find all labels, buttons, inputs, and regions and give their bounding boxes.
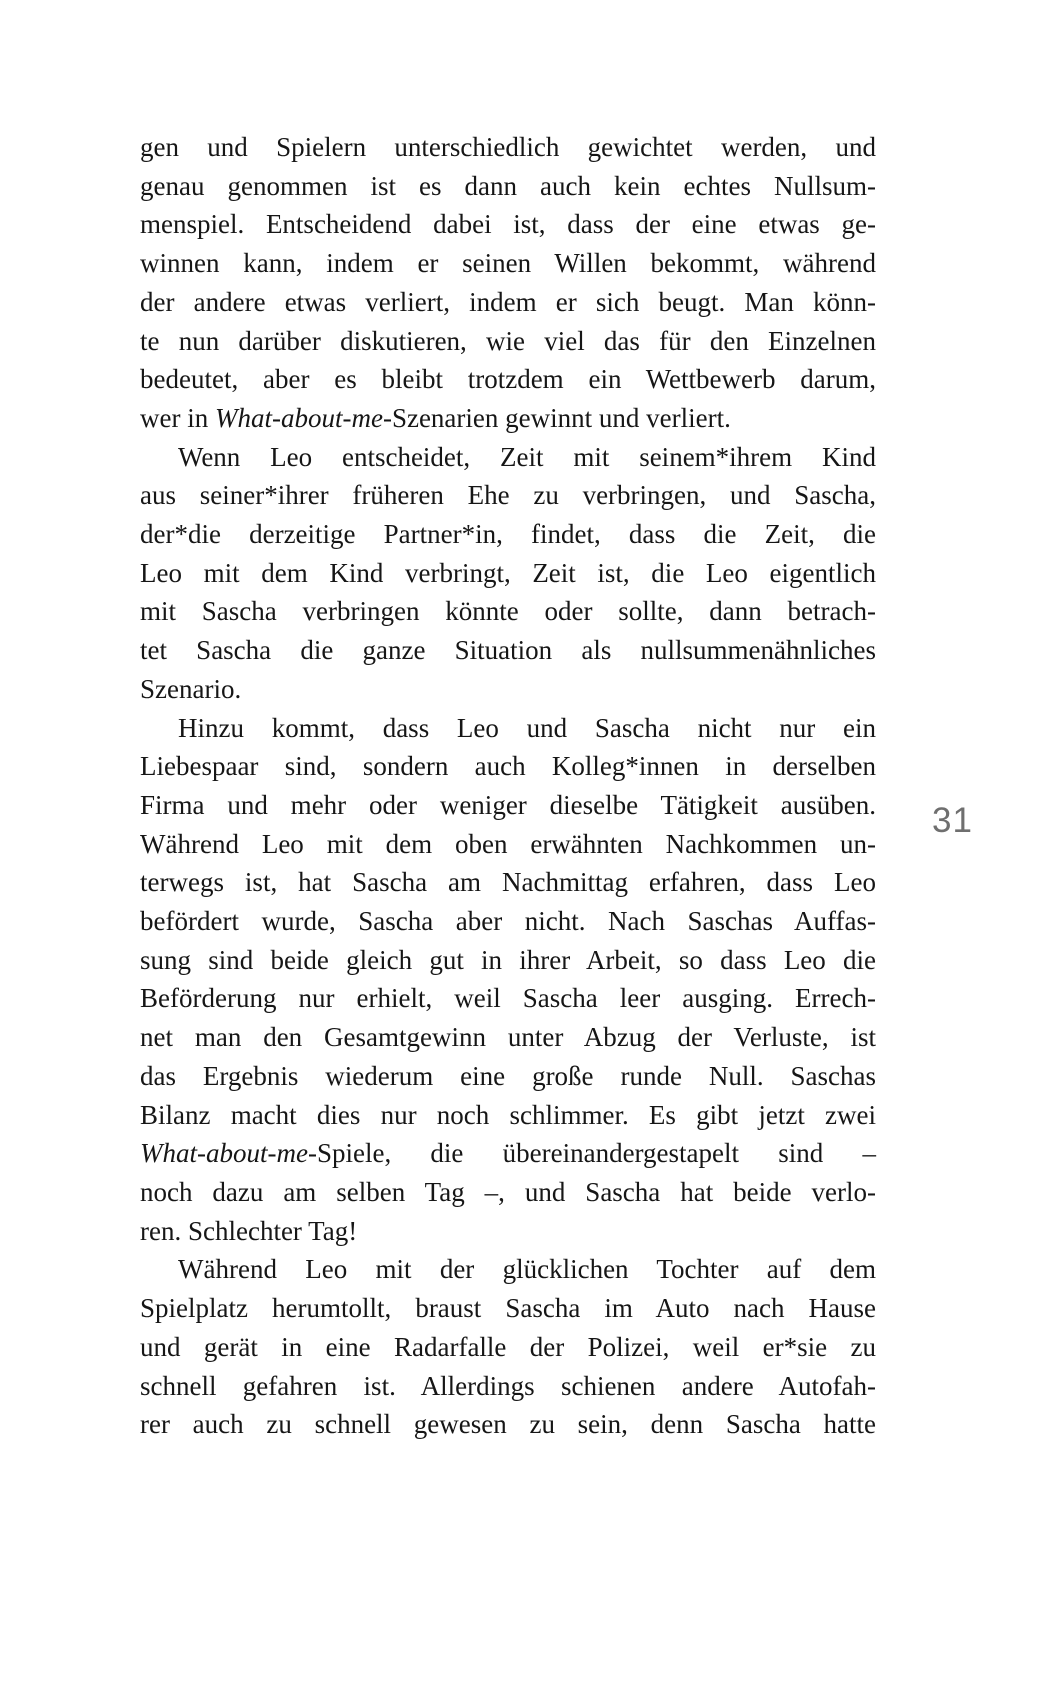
text-line [140,1405,876,1444]
text-line [140,205,876,244]
text-segment: Spiele, die übereinandergestapelt sind – [316,1138,876,1169]
text-line [140,670,876,709]
italic-text-segment: What-about-me- [140,1138,317,1169]
text-segment: der*die derzeitige Partner*in, findet, dass die Zeit, die [140,519,876,550]
text-line [140,1018,876,1057]
text-line [140,825,876,864]
text-segment: der andere etwas verliert, indem er sich beugt. Man könn- [140,286,876,317]
text-line [140,1173,876,1212]
text-segment: Hinzu kommt, dass Leo und Sascha nicht nur ein [178,712,876,743]
text-segment: Beförderung nur erhielt, weil Sascha leer ausging. Errech- [140,983,876,1014]
text-segment: aus seiner*ihrer früheren Ehe zu verbringen, und Sascha, [140,480,876,511]
text-segment: und gerät in eine Radarfalle der Polizei, weil er*sie zu [140,1331,876,1362]
paragraph [140,709,876,1251]
text-line [140,902,876,941]
text-segment: Bilanz macht dies nur noch schlimmer. Es gibt jetzt zwei [140,1099,876,1130]
text-line [140,1134,876,1173]
paragraph [140,1250,876,1444]
text-segment: genau genommen ist es dann auch kein echtes Nullsum- [140,170,876,201]
text-segment: te nun darüber diskutieren, wie viel das für den Einzelnen [140,325,876,356]
text-segment: Leo mit dem Kind verbringt, Zeit ist, die Leo eigentlich [140,557,876,588]
text-segment: befördert wurde, Sascha aber nicht. Nach Saschas Auffas- [140,906,876,937]
text-segment: das Ergebnis wiederum eine große runde Null. Saschas [140,1060,876,1091]
text-segment: Wenn Leo entscheidet, Zeit mit seinem*ihrem Kind [178,441,876,472]
text-segment: Szenarien gewinnt und verliert. [391,402,731,433]
italic-text-segment: What-about-me- [214,402,392,433]
paragraph [140,438,876,709]
text-line [140,747,876,786]
text-line [140,709,876,748]
page-number: 31 [932,801,973,840]
text-line [140,476,876,515]
text-line [140,631,876,670]
text-segment: rer auch zu schnell gewesen zu sein, denn Sascha hatte [140,1409,876,1440]
text-line [140,399,876,438]
text-segment: ren. Schlechter Tag! [140,1215,358,1246]
text-line [140,515,876,554]
text-line [140,554,876,593]
text-segment: winnen kann, indem er seinen Willen bekommt, während [140,248,876,279]
text-line [140,941,876,980]
text-segment: schnell gefahren ist. Allerdings schienen andere Autofah- [140,1370,876,1401]
text-segment: noch dazu am selben Tag –, und Sascha hat beide verlo- [140,1176,876,1207]
text-line [140,322,876,361]
text-line [140,1096,876,1135]
text-segment: Szenario. [140,673,242,704]
text-segment: Während Leo mit dem oben erwähnten Nachkommen un- [140,828,876,859]
text-line [140,1367,876,1406]
text-line [140,283,876,322]
text-line [140,1289,876,1328]
text-segment: menspiel. Entscheidend dabei ist, dass der eine etwas ge- [140,209,876,240]
text-line [140,1250,876,1289]
text-line [140,128,876,167]
text-line [140,244,876,283]
text-segment: mit Sascha verbringen könnte oder sollte, dann betrach- [140,596,876,627]
text-segment: terwegs ist, hat Sascha am Nachmittag erfahren, dass Leo [140,867,876,898]
text-line [140,592,876,631]
text-segment: gen und Spielern unterschiedlich gewichtet werden, und [140,132,876,162]
text-segment: sung sind beide gleich gut in ihrer Arbeit, so dass Leo die [140,944,876,975]
text-segment: bedeutet, aber es bleibt trotzdem ein Wettbewerb darum, [140,364,876,395]
text-line [140,1212,876,1251]
text-segment: Spielplatz herumtollt, braust Sascha im Auto nach Hause [140,1293,876,1324]
paragraph [140,128,876,438]
text-line [140,360,876,399]
body-text [140,128,876,1444]
text-line [140,1057,876,1096]
text-segment: Firma und mehr oder weniger dieselbe Tätigkeit ausüben. [140,789,876,820]
text-segment: Während Leo mit der glücklichen Tochter auf dem [178,1254,876,1285]
text-line [140,1328,876,1367]
text-line [140,167,876,206]
text-line [140,863,876,902]
text-line [140,979,876,1018]
text-segment: tet Sascha die ganze Situation als nullsummenähnliches [140,635,876,666]
text-line [140,786,876,825]
text-line [140,438,876,477]
text-segment: Liebespaar sind, sondern auch Kolleg*innen in derselben [140,751,876,782]
text-segment: net man den Gesamtgewinn unter Abzug der Verluste, ist [140,1022,876,1053]
text-segment: wer in [140,402,215,433]
